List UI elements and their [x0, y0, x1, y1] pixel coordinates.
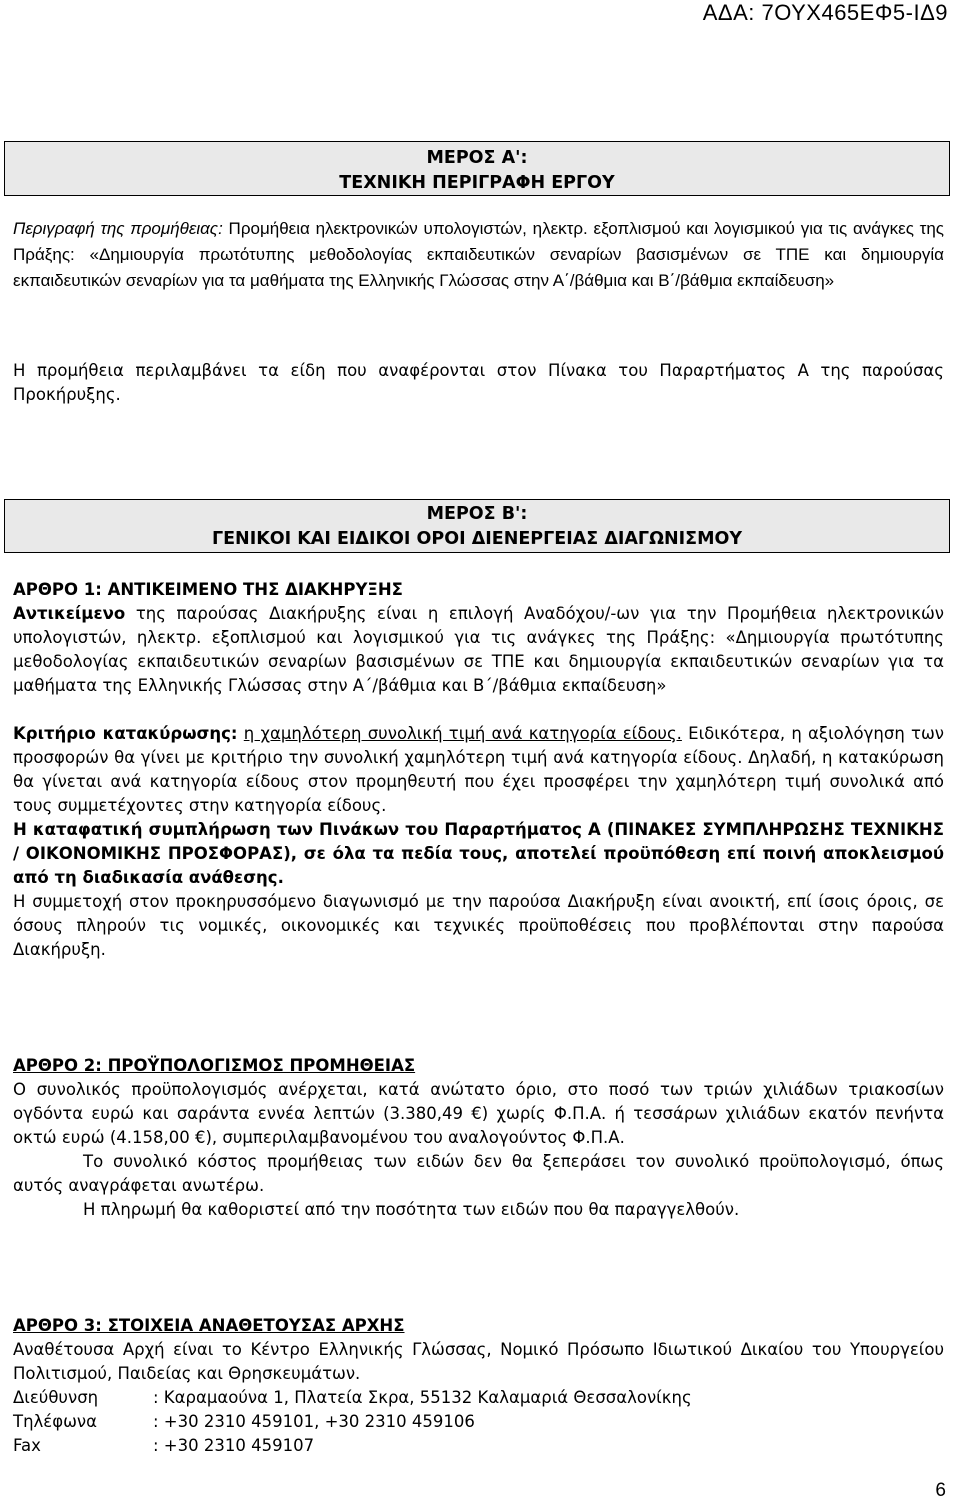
phone-row — [13, 1410, 944, 1434]
part-b-label: ΜΕΡΟΣ Β': — [426, 504, 528, 524]
part-a-title-box — [4, 141, 950, 196]
phone-label: Τηλέφωνα — [13, 1412, 98, 1431]
article-1-subject — [13, 602, 944, 698]
address-row — [13, 1386, 944, 1410]
fax-row — [13, 1434, 944, 1458]
description-paragraph — [13, 216, 944, 294]
description-label: Περιγραφή της προμήθειας: — [13, 219, 223, 238]
address-value: : Καραμαούνα 1, Πλατεία Σκρα, 55132 Καλαμαριά Θεσσαλονίκης — [153, 1388, 692, 1407]
part-a-label: ΜΕΡΟΣ Α': — [426, 148, 528, 168]
items-section — [13, 359, 944, 407]
subject-text: της παρούσας Διακήρυξης είναι η επιλογή Αναδόχου/-ων για την Προμήθεια ηλεκτρονικών υπολογιστών, ηλεκτρ. εξοπλισμού και λογισμικού για τις ανάγκες της Πράξης: «Δημιουργία πρωτότυπης μεθοδολογίας εκπαιδευτικών σεναρίων βασισμένων σε ΤΠΕ και δημιουργία εκπαιδευτικών σεναρίων για τα μαθήματα της Ελληνικής Γλώσσας στην Α΄/βάθμια και Β΄/βάθμια εκπαίδευση» — [13, 604, 944, 695]
fax-value: : +30 2310 459107 — [153, 1436, 315, 1455]
authority-paragraph: Αναθέτουσα Αρχή είναι το Κέντρο Ελληνικής Γλώσσας, Νομικό Πρόσωπο Ιδιωτικού Δικαίου του Υπουργείου Πολιτισμού, Παιδείας και Θρησκευμάτων. — [13, 1340, 944, 1383]
phone-value: : +30 2310 459101, +30 2310 459106 — [153, 1412, 475, 1431]
budget-paragraph: Ο συνολικός προϋπολογισμός ανέρχεται, κατά ανώτατο όριο, στο ποσό των τριών χιλιάδων τριακοσίων ογδόντα ευρώ και σαράντα εννέα λεπτών (3.380,49 €) χωρίς Φ.Π.Α. ή τεσσάρων χιλιάδων εκατόν πενήντα οκτώ ευρώ (4.158,00 €), συμπεριλαμβανομένου του αναλογούντος Φ.Π.Α. — [13, 1080, 944, 1147]
criterion-underlined: η χαμηλότερη συνολική τιμή ανά κατηγορία είδους. — [243, 724, 682, 743]
subject-label: Αντικείμενο — [13, 604, 126, 623]
criterion-text: Ειδικότερα, η αξιολόγηση των προσφορών θα γίνει με κριτήριο την συνολική χαμηλότερη τιμή ανά κατηγορία είδους. Δηλαδή, η κατακύρωση θα γίνεται ανά κατηγορία είδους στον προμηθευτή που έχει προσφέρει την χαμηλότερη τιμή συνολικά από τους συμμετέχοντες στην κατηγορία είδους. — [13, 724, 944, 815]
items-paragraph: Η προμήθεια περιλαμβάνει τα είδη που αναφέρονται στον Πίνακα του Παραρτήματος Α της παρούσας Προκήρυξης. — [13, 361, 944, 404]
criterion-paragraph — [13, 722, 944, 818]
article-2-heading: ΑΡΘΡΟ 2: ΠΡΟΫΠΟΛΟΓΙΣΜΟΣ ΠΡΟΜΗΘΕΙΑΣ — [13, 1056, 416, 1075]
participation-paragraph: Η συμμετοχή στον προκηρυσσόμενο διαγωνισμό με την παρούσα Διακήρυξη είναι ανοικτή, επί ίσοις όροις, σε όσους πληρούν τις νομικές, οικονομικές και τεχνικές προϋποθέσεις που προβλέπονται στην παρούσα Διακήρυξη. — [13, 892, 944, 959]
description-text: Προμήθεια ηλεκτρονικών υπολογιστών, ηλεκτρ. εξοπλισμού και λογισμικού για τις ανάγκες της Πράξης: «Δημιουργία πρωτότυπης μεθοδολογίας εκπαιδευτικών σεναρίων βασισμένων σε ΤΠΕ και δημιουργία εκπαιδευτικών σεναρίων για τα μαθήματα της Ελληνικής Γλώσσας στην Α΄/βάθμια και Β΄/βάθμια εκπαίδευση» — [13, 219, 944, 290]
payment-paragraph: Η πληρωμή θα καθοριστεί από την ποσότητα των ειδών που θα παραγγελθούν. — [83, 1200, 740, 1219]
page-number: 6 — [935, 1480, 946, 1501]
criterion-label: Κριτήριο κατακύρωσης: — [13, 724, 238, 743]
description-section — [13, 216, 944, 294]
cost-paragraph: Το συνολικό κόστος προμήθειας των ειδών δεν θα ξεπεράσει τον συνολικό προϋπολογισμό, όπως αυτός αναγράφεται ανωτέρω. — [13, 1152, 944, 1195]
article-1 — [13, 578, 944, 962]
part-b-title-box — [4, 499, 950, 553]
part-a-title: ΤΕΧΝΙΚΗ ΠΕΡΙΓΡΑΦΗ ΕΡΓΟΥ — [339, 173, 615, 193]
ada-code: ΑΔΑ: 7ΟΥΧ465ΕΦ5-ΙΔ9 — [702, 0, 948, 25]
fax-label: Fax — [13, 1436, 41, 1455]
address-label: Διεύθυνση — [13, 1388, 99, 1407]
article-3-heading: ΑΡΘΡΟ 3: ΣΤΟΙΧΕΙΑ ΑΝΑΘΕΤΟΥΣΑΣ ΑΡΧΗΣ — [13, 1316, 405, 1335]
bold-notice: Η καταφατική συμπλήρωση των Πινάκων του Παραρτήματος Α (ΠΙΝΑΚΕΣ ΣΥΜΠΛΗΡΩΣΗΣ ΤΕΧΝΙΚΗΣ / ΟΙΚΟΝΟΜΙΚΗΣ ΠΡΟΣΦΟΡΑΣ), σε όλα τα πεδία τους, αποτελεί προϋπόθεση επί ποινή αποκλεισμού από τη διαδικασία ανάθεσης. — [13, 820, 944, 887]
part-b-title: ΓΕΝΙΚΟΙ ΚΑΙ ΕΙΔΙΚΟΙ ΟΡΟΙ ΔΙΕΝΕΡΓΕΙΑΣ ΔΙΑΓΩΝΙΣΜΟΥ — [211, 529, 743, 549]
article-1-heading: ΑΡΘΡΟ 1: ΑΝΤΙΚΕΙΜΕΝΟ ΤΗΣ ΔΙΑΚΗΡΥΞΗΣ — [13, 580, 403, 599]
article-2 — [13, 1054, 944, 1222]
article-3 — [13, 1314, 944, 1458]
